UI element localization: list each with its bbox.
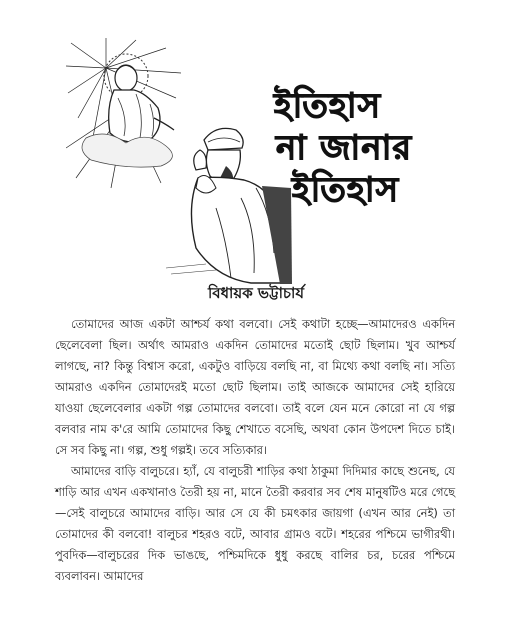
title-line-3: ইতিহাস	[292, 170, 400, 210]
title-line-1: ইতিহাস	[274, 86, 382, 126]
author-byline: বিধায়ক ভট্টাচার্য	[207, 284, 305, 302]
article-body	[55, 314, 455, 587]
title-line-2: না জানার	[276, 128, 413, 168]
article-title	[268, 72, 496, 212]
paragraph-1: তোমাদের আজ একটা আশ্চর্য কথা বলবো। সেই কথাটা হচ্ছে—আমাদেরও একদিন ছেলেবেলা ছিল। অর্থাৎ আমরাও একদিন তোমাদের মতোই ছোট ছিলাম। খুব আশ্চর্য লাগছে, না? কিন্তু বিশ্বাস করো, একটুও বাড়িয়ে বলছি না, বা মিথ্যে কথা বলছি না। সত্যি আমরাও একদিন তোমাদেরই মতো ছোট ছিলাম। তাই আজকে আমাদের সেই হারিয়ে যাওয়া ছেলেবেলার একটা গল্প তোমাদের বলবো। তাই বলে যেন মনে কোরো না যে গল্প বলবার নাম ক'রে আমি তোমাদের কিছু শেখাতে বসেছি, অথবা কোন উপদেশ দিতে চাই। সে সব কিছু না। গল্প, শুধু গল্পই। তবে সত্যিকার।	[55, 317, 455, 457]
ground-hatching	[166, 264, 216, 274]
paragraph-2: আমাদের বাড়ি বালুচরে। হ্যাঁ, যে বালুচরী শাড়ির কথা ঠাকুমা দিদিমার কাছে শুনেছ, যে শাড়ি আর এখন একখানাও তৈরী হয় না, মানে তৈরী করবার সব শেষ মানুষটিও মরে গেছে—সেই বালুচরে আমাদের বাড়ি। আর সে যে কী চমৎকার জায়গা (এখন আর নেই) তা তোমাদের কী বলবো! বালুচর শহরও বটে, আবার গ্রামও বটে। শহরের পশ্চিমে ভাগীরথী। পুবদিক—বালুচরের দিক ভাঙছে, পশ্চিমদিকে ধুধু করছে বালির চর, চরের পশ্চিমে ব্যবলাবন। আমাদের	[55, 464, 455, 583]
illustration-goddess-and-devotee	[66, 38, 296, 288]
